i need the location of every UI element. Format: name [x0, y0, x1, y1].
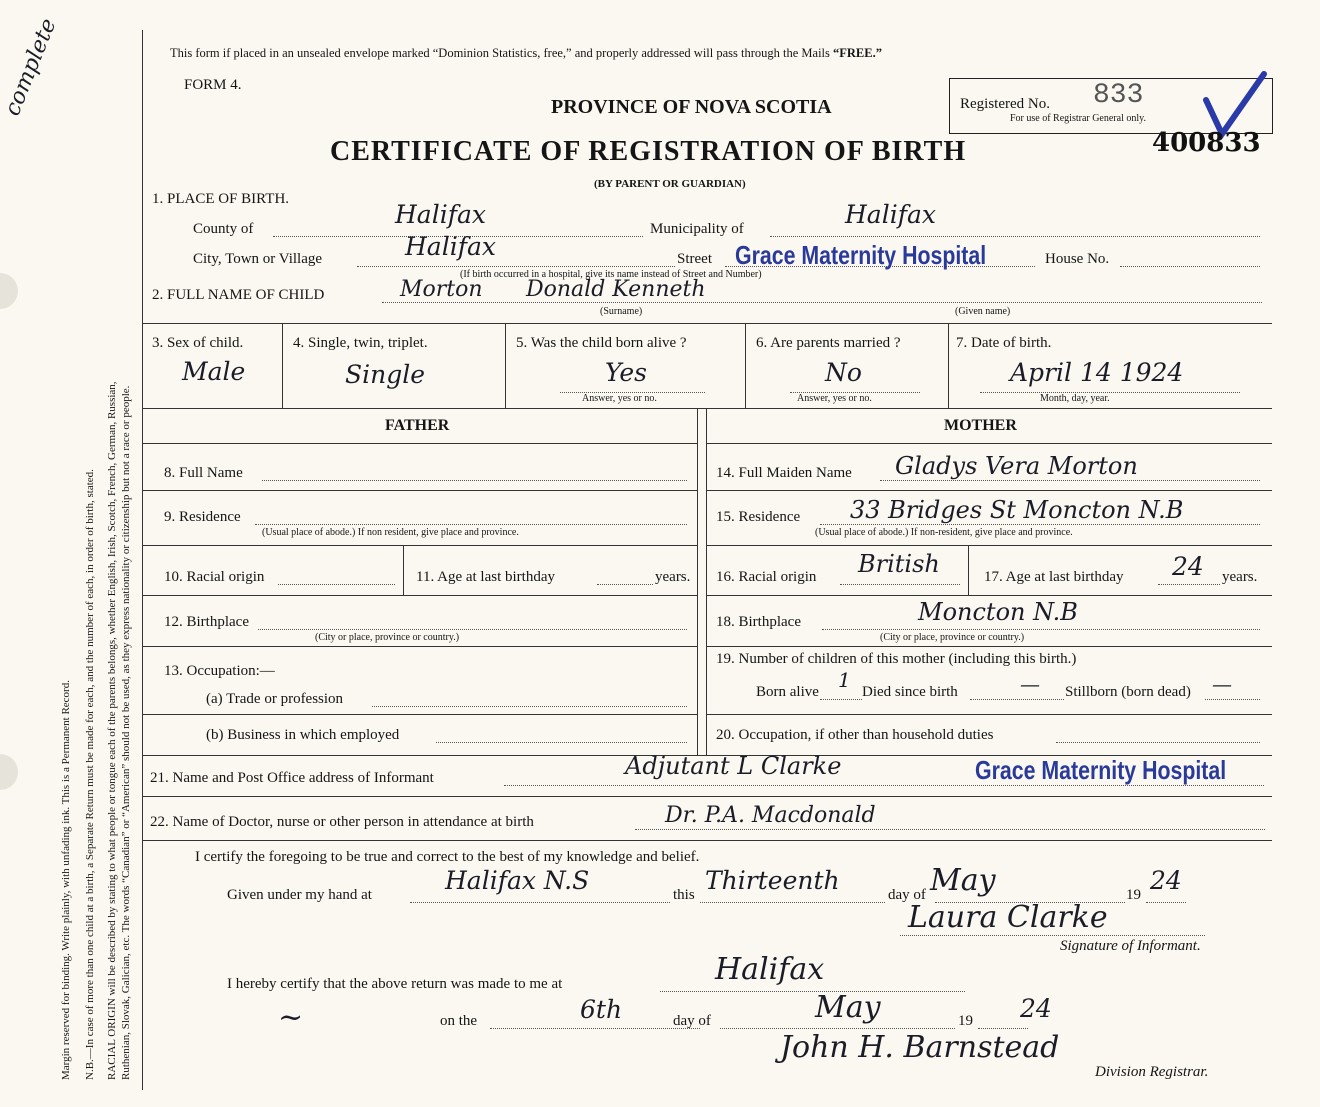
hospital-note: (If birth occurred in a hospital, give its name instead of Street and Number) [460, 269, 762, 280]
mother-heading: MOTHER [944, 417, 1017, 434]
rule-top [142, 323, 1272, 324]
margin-note: complete [0, 15, 62, 120]
registered-label: Registered No. [960, 96, 1050, 112]
informant-name: Adjutant L Clarke [625, 752, 842, 780]
dob-value: April 14 1924 [1010, 358, 1184, 387]
dob-label: 7. Date of birth. [956, 335, 1052, 351]
stillborn-value: — [1212, 672, 1232, 696]
municipality-value: Halifax [845, 200, 936, 229]
died-value: — [1020, 672, 1040, 696]
informant-signature: Laura Clarke [908, 900, 1108, 935]
child-name-label: 2. FULL NAME OF CHILD [152, 287, 325, 303]
mother-age-value: 24 [1172, 552, 1204, 581]
stillborn-label: Stillborn (born dead) [1065, 684, 1191, 700]
mother-occupation-label: 20. Occupation, if other than household duties [716, 727, 994, 743]
mother-residence-label: 15. Residence [716, 509, 801, 525]
on-the-value: 6th [580, 995, 623, 1024]
place-of-birth-label: 1. PLACE OF BIRTH. [152, 191, 290, 207]
year2-prefix: 19 [958, 1013, 973, 1029]
city-label: City, Town or Village [193, 251, 323, 267]
house-number-label: House No. [1045, 251, 1110, 267]
married-value: No [825, 358, 862, 387]
married-caption: Answer, yes or no. [797, 393, 872, 404]
county-value: Halifax [395, 200, 486, 229]
margin-note-line3: RACIAL ORIGIN will be described by stating to what people or tongue each of the parents belongs, whether English, Irish, Scotch, French, German, Russian, [106, 381, 118, 1080]
child-given-name: Donald Kenneth [526, 277, 706, 302]
father-age-label: 11. Age at last birthday [416, 569, 555, 585]
doctor-label: 22. Name of Doctor, nurse or other person in attendance at birth [150, 814, 534, 830]
mother-residence-caption: (Usual place of abode.) If non-resident, give place and province. [815, 527, 1073, 538]
mail-notice: This form if placed in an unsealed envelope marked “Dominion Statistics, free,” and properly addressed will pass through the Mails “FREE.” [170, 46, 882, 60]
street-label: Street [677, 251, 712, 267]
mother-age-label: 17. Age at last birthday [984, 569, 1124, 585]
given-name-caption: (Given name) [955, 306, 1011, 317]
registrar-initial-mark: ~ [278, 1000, 304, 1035]
day-value: Thirteenth [705, 866, 840, 895]
mother-birthplace-value: Moncton N.B [918, 598, 1078, 626]
hereby-certify-label: I hereby certify that the above return was made to me at [227, 976, 563, 992]
form-number: FORM 4. [184, 77, 242, 93]
mother-age-suffix: years. [1222, 569, 1258, 585]
mother-racial-value: British [858, 550, 940, 578]
day-of-label-2: day of [673, 1013, 711, 1029]
signature-caption: Signature of Informant. [1060, 938, 1201, 954]
year-value: 24 [1150, 866, 1182, 895]
street-hospital-stamp: Grace Maternity Hospital [735, 240, 987, 270]
plurality-label: 4. Single, twin, triplet. [293, 335, 428, 351]
alive-value: Yes [605, 358, 647, 387]
given-under-label: Given under my hand at [227, 887, 372, 903]
informant-label: 21. Name and Post Office address of Informant [150, 770, 434, 786]
alive-label: 5. Was the child born alive ? [516, 335, 687, 351]
city-value: Halifax [405, 232, 496, 261]
binding-hole-bottom [0, 754, 18, 790]
margin-rule [142, 30, 143, 1090]
mother-name-label: 14. Full Maiden Name [716, 465, 852, 481]
father-trade-label: (a) Trade or profession [206, 691, 344, 707]
doctor-name: Dr. P.A. Macdonald [665, 803, 876, 828]
married-label: 6. Are parents married ? [756, 335, 901, 351]
margin-note-line2: N.B.—In case of more than one child at a birth, a Separate Return must be made for each, and the number of each, in order of birth, stated. [84, 469, 96, 1080]
province-title: PROVINCE OF NOVA SCOTIA [551, 96, 832, 118]
binding-hole-top [0, 273, 18, 309]
father-birthplace-label: 12. Birthplace [164, 614, 249, 630]
mother-birthplace-label: 18. Birthplace [716, 614, 801, 630]
surname-caption: (Surname) [600, 306, 643, 317]
father-age-suffix: years. [655, 569, 691, 585]
year2-value: 24 [1020, 994, 1052, 1023]
dob-caption: Month, day, year. [1040, 393, 1110, 404]
mother-birthplace-caption: (City or place, province or country.) [880, 632, 1025, 643]
alive-caption: Answer, yes or no. [582, 393, 657, 404]
registrar-use-caption: For use of Registrar General only. [1010, 113, 1146, 124]
this-label: this [673, 887, 695, 903]
father-business-label: (b) Business in which employed [206, 727, 400, 743]
certify-statement: I certify the foregoing to be true and correct to the best of my knowledge and belief. [195, 849, 700, 865]
father-heading: FATHER [385, 417, 450, 434]
margin-note-line1: Margin reserved for binding. Write plainly, with unfading ink. This is a Permanent Record. [60, 680, 72, 1080]
mother-name-value: Gladys Vera Morton [895, 452, 1138, 480]
born-alive-value: 1 [838, 668, 851, 692]
born-alive-label: Born alive [756, 684, 819, 700]
margin-note-line4: Ruthenian, Slovak, Galician, etc. The words “Canadian” or “American” should not be used, as they express nationality or citizenship but not a race or people. [120, 385, 132, 1080]
father-name-label: 8. Full Name [164, 465, 243, 481]
sex-value: Male [182, 357, 246, 386]
month-value: May [930, 863, 996, 898]
given-place-value: Halifax N.S [445, 866, 590, 895]
registrar-signature: John H. Barnstead [780, 1030, 1060, 1065]
father-birthplace-caption: (City or place, province or country.) [315, 632, 460, 643]
died-label: Died since birth [862, 684, 958, 700]
father-racial-label: 10. Racial origin [164, 569, 265, 585]
mother-children-label: 19. Number of children of this mother (including this birth.) [716, 651, 1077, 667]
registered-number: 833 [1093, 80, 1144, 111]
sex-label: 3. Sex of child. [152, 335, 244, 351]
informant-hospital-stamp: Grace Maternity Hospital [975, 755, 1227, 785]
day-of-label: day of [888, 887, 926, 903]
father-residence-caption: (Usual place of abode.) If non resident, give place and province. [262, 527, 519, 538]
on-the-label: on the [440, 1013, 478, 1029]
document-title: CERTIFICATE OF REGISTRATION OF BIRTH [330, 136, 967, 167]
year-prefix: 19 [1126, 887, 1141, 903]
mother-residence-value: 33 Bridges St Moncton N.B [850, 496, 1184, 524]
county-label: County of [193, 221, 254, 237]
father-occupation-label: 13. Occupation:— [164, 663, 275, 679]
municipality-label: Municipality of [650, 221, 744, 237]
document-subtitle: (BY PARENT OR GUARDIAN) [594, 178, 746, 190]
child-surname: Morton [400, 277, 483, 302]
month2-value: May [815, 990, 881, 1025]
registration-big-number: 400833 [1152, 128, 1261, 158]
registrar-caption: Division Registrar. [1095, 1064, 1209, 1080]
plurality-value: Single [345, 360, 426, 389]
father-residence-label: 9. Residence [164, 509, 241, 525]
hereby-place-value: Halifax [715, 952, 825, 987]
mother-racial-label: 16. Racial origin [716, 569, 817, 585]
